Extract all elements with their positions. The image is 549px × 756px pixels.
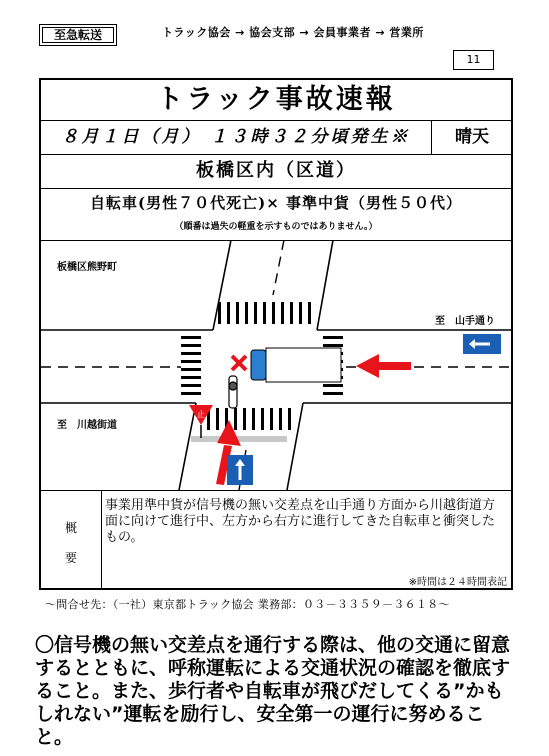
- direction-kawagoe-label: 至 川越街道: [57, 420, 117, 431]
- crosswalk-left: [181, 336, 201, 395]
- road-edge: [317, 240, 333, 330]
- involved-parties: 自転車(男性７０代死亡)× 事準中貨（男性５０代）: [90, 194, 462, 212]
- summary-label: 概 要: [64, 521, 77, 565]
- svg-text:止: 止: [197, 410, 205, 419]
- crosswalk-top: [218, 302, 311, 324]
- time-note: ※時間は２４時間表記: [408, 577, 507, 588]
- urgent-transfer-badge: [39, 24, 117, 46]
- center-line: [273, 240, 284, 295]
- distribution-route: トラック協会 → 協会支部 → 会員事業者 → 営業所: [162, 26, 424, 39]
- bicycle-icon: [229, 376, 237, 408]
- summary-text: 事業用準中貨が信号機の無い交差点を山手通り方面から川越街道方面に向けて進行中、左方から右方に進行してきた自転車と衝突したもの。: [105, 498, 496, 545]
- crosswalk-bottom: [207, 408, 291, 430]
- accident-datetime: ８月１日（月） １３時３２分頃発生※: [61, 127, 411, 147]
- contact-info: ～問合せ先：（一社）東京都トラック協会 業務部：０３－３３５９－３６１８～: [45, 598, 450, 611]
- urgent-transfer-label: 至急転送: [53, 28, 102, 42]
- report-frame: [39, 78, 513, 590]
- intersection-map: [41, 240, 511, 490]
- road-edge: [179, 403, 196, 490]
- one-way-left-sign-icon: [463, 334, 501, 354]
- direction-yamate-label: 至 山手通り: [435, 316, 495, 327]
- area-label: 板橋区熊野町: [57, 262, 117, 273]
- safety-warning: 〇信号機の無い交差点を通行する際は、他の交通に留意するとともに、呼称運転による交通状況の確認を徹底すること。また、歩行者や自転車が飛びだしてくる”かもしれない”運転を励行し、安全第一の運行に努めること。: [35, 634, 511, 748]
- report-title: トラック事故速報: [156, 84, 396, 115]
- accident-diagram: [41, 240, 511, 490]
- one-way-up-sign-icon: [227, 455, 253, 485]
- truck-icon: [251, 348, 341, 382]
- page-number: 11: [453, 50, 494, 70]
- collision-mark-icon: [232, 356, 246, 370]
- weather: 晴天: [455, 127, 489, 147]
- accident-location: 板橋区内（区道）: [196, 160, 356, 181]
- truck-direction-arrow: [356, 354, 411, 378]
- order-note: （順番は過失の軽重を示すものではありません。）: [174, 222, 378, 232]
- stop-line: [191, 436, 287, 442]
